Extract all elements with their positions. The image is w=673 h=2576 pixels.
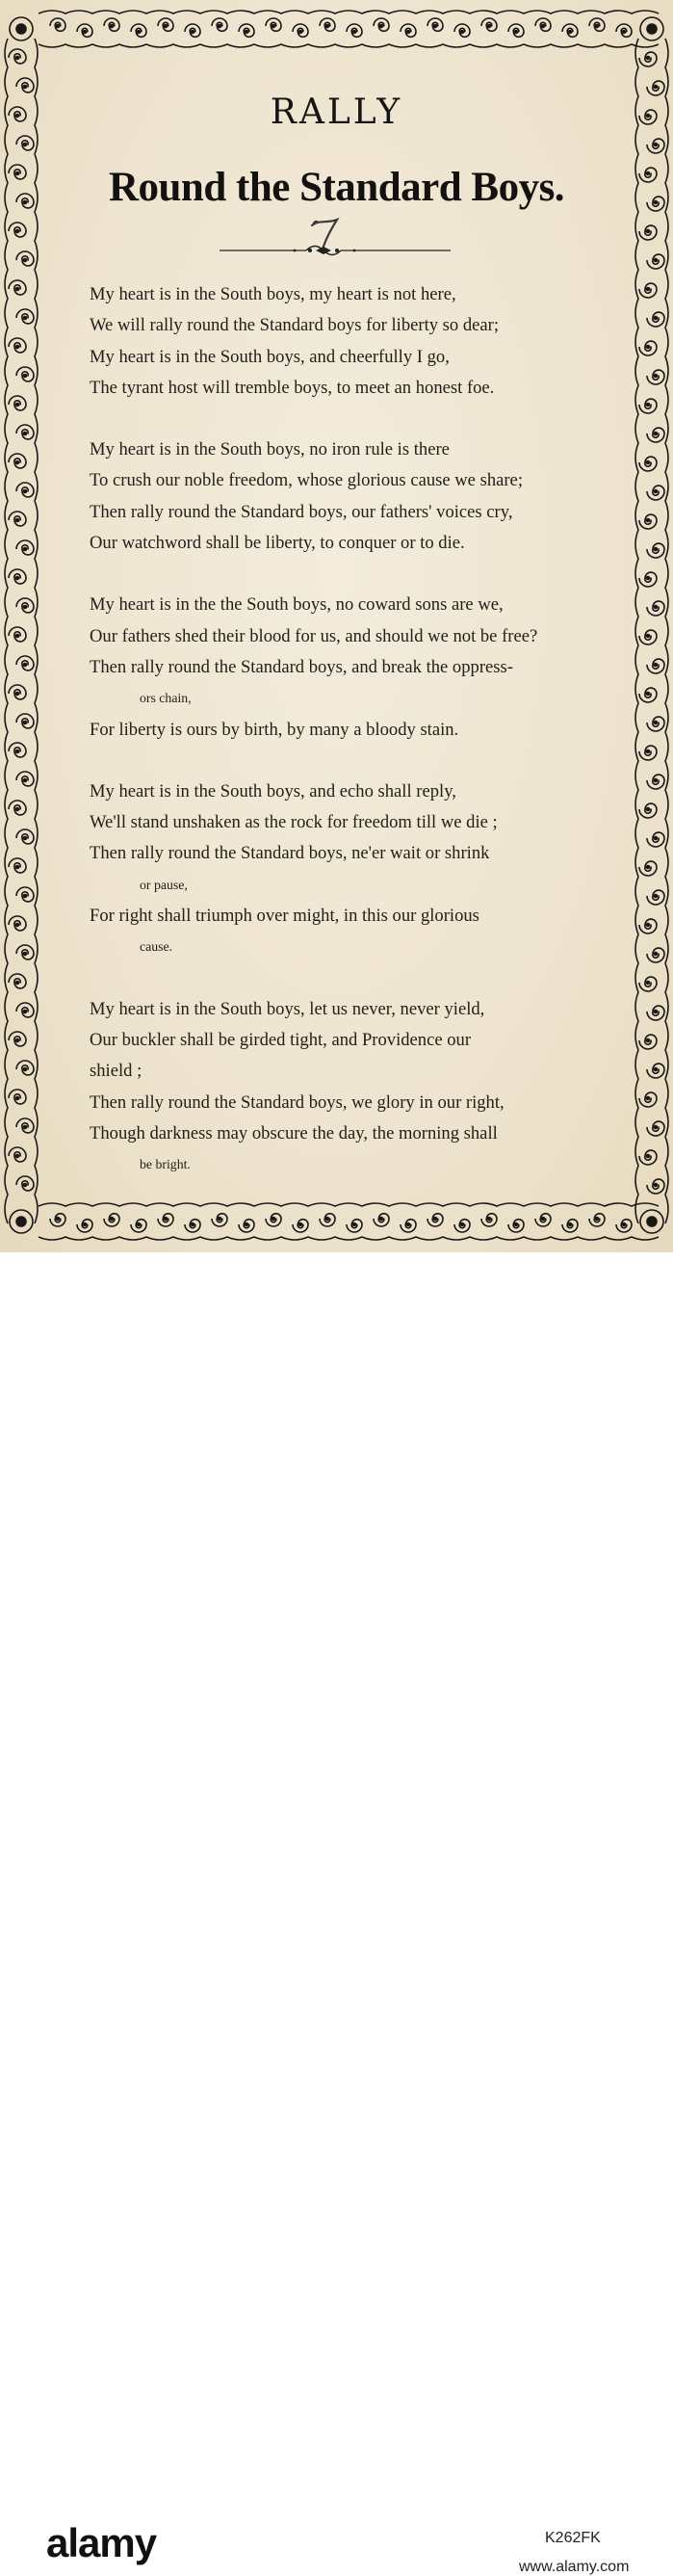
poem-line: Then rally round the Standard boys, we glory in our right, [90, 1091, 505, 1113]
poem-line: We'll stand unshaken as the rock for freedom till we die ; [90, 812, 498, 833]
poem-line: For right shall triumph over might, in this our glorious [90, 906, 479, 927]
poem-line: We will rally round the Standard boys for liberty so dear; [90, 315, 500, 336]
stanza [90, 279, 614, 404]
poem-line: Our fathers shed their blood for us, and should we not be free? [90, 625, 538, 646]
poem-line: or pause, [140, 877, 188, 892]
poem-line: My heart is in the the South boys, no coward sons are we, [90, 594, 504, 616]
title-rule-ornament [220, 243, 451, 258]
title-rally: RALLY [270, 92, 403, 132]
poem-line: The tyrant host will tremble boys, to meet an honest foe. [90, 377, 495, 398]
poem-line: ors chain, [140, 691, 192, 706]
poem-line: Then rally round the Standard boys, our fathers' voices cry, [90, 501, 513, 522]
watermark-bar [0, 1252, 673, 2575]
poem-line: My heart is in the South boys, and echo shall reply, [90, 780, 456, 802]
poem-line: For liberty is ours by birth, by many a bloody stain. [90, 719, 459, 740]
poem-line: shield ; [90, 1061, 142, 1082]
poem-line: Our watchword shall be liberty, to conquer or to die. [90, 533, 465, 554]
image-id: K262FK [545, 2530, 601, 2546]
site-url: www.alamy.com [519, 2559, 630, 2575]
poem-line: Then rally round the Standard boys, ne'er wait or shrink [90, 843, 490, 864]
stanza [90, 994, 614, 1181]
poem-line: My heart is in the South boys, and cheerfully I go, [90, 346, 450, 367]
poem-line: cause. [140, 939, 173, 955]
poem-line: be bright. [140, 1157, 191, 1172]
alamy-logo: alamy [46, 2520, 157, 2565]
stanza [90, 776, 614, 963]
poem-body [90, 279, 614, 1211]
poem-line: Then rally round the Standard boys, and break the oppress- [90, 656, 513, 677]
poem-line: Our buckler shall be girded tight, and Providence our [90, 1029, 472, 1050]
poem-line: To crush our noble freedom, whose glorious cause we share; [90, 470, 523, 491]
poem-line: Though darkness may obscure the day, the morning shall [90, 1122, 498, 1143]
poem-line: My heart is in the South boys, no iron rule is there [90, 439, 450, 460]
poem-line: My heart is in the South boys, my heart is not here, [90, 284, 456, 304]
title-round-the-standard-boys: Round the Standard Boys. [108, 165, 565, 210]
stanza [90, 434, 614, 559]
poem-line: My heart is in the South boys, let us never, never yield, [90, 998, 485, 1019]
broadside-page [0, 0, 673, 1252]
stanza [90, 590, 614, 745]
